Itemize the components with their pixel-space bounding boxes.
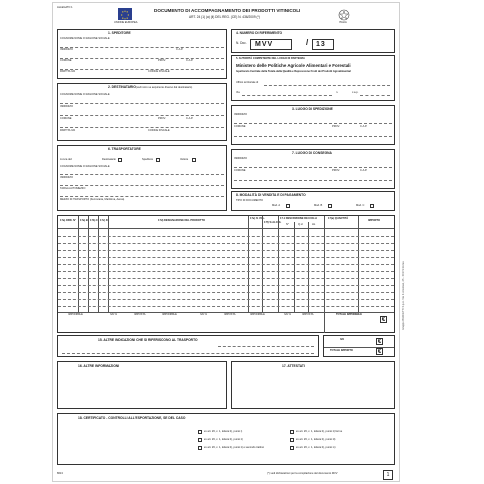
carrier-recipient-checkbox[interactable] [118,158,122,162]
delivery-city-label: COMUNE [234,169,246,172]
shipping-prov-label: PROV. [332,125,340,128]
delivery-cap-label: C.A.P. [360,169,368,172]
cert-option: ex art. 26, c. 1, lettera b), punto ii) e secondo trattino [204,446,265,449]
authority-dept: Ispettorato Centrale della Tutela della Qualità e Repressione Frodi dei Prodotti Agroalimentari [236,70,352,73]
euro-icon: € [377,349,382,355]
section-export-certificate [57,413,395,465]
section-reference [231,29,395,53]
carrier-option-sender: Speditore [142,158,154,161]
eu-label: UNIONE EUROPEA [114,21,138,24]
side-print-text: Gruppo BUFFETTI S.p.A. Via F. Antolisei, 25 - 00173 Roma [402,261,405,330]
table-row[interactable] [58,271,394,272]
reference-title: 4. NUMERO DI RIFERIMENTO [236,31,283,35]
table-row[interactable] [58,243,394,244]
carrier-plate-field[interactable] [60,196,224,197]
cert-checkbox[interactable] [198,446,202,450]
col-header-d: 17c) D [100,219,108,222]
footer-taxable-2: IMPONIBILE [162,313,177,316]
office-label: Ufficio territoriale di [236,81,259,84]
shipping-city-field[interactable] [234,136,392,137]
sender-city-label: COMUNE [60,59,72,62]
section-transport-notes [57,335,319,357]
recipient-cap-label: C.A.P. [186,117,194,120]
recipient-cf-label: CODICE FISCALE [148,129,170,132]
section-recipient [57,83,227,141]
euro-icon: € [377,339,382,345]
col-header-designation: 17d) DESIGNAZIONE DEL PRODOTTO [158,219,206,222]
recipient-address-label: INDIRIZZO [60,105,73,108]
recipient-city-label: COMUNE [60,117,72,120]
delivery-place-title: 7. LUOGO DI CONSEGNA [292,151,332,155]
footer-vat-1: IVA % [110,313,117,316]
section-certificates [231,361,395,409]
footer-taxable-1: IMPONIBILE [68,313,83,316]
transport-notes-field-2[interactable] [62,353,314,354]
table-row[interactable] [58,278,394,279]
other-info-title: 16. ALTRE INFORMAZIONI [78,364,120,368]
cert-option: ex art. 26, c. 1, lettera b), punto iv) [296,446,336,449]
sender-name-field[interactable] [60,47,224,48]
transport-notes-field[interactable] [218,346,314,347]
reference-slash: / [306,38,309,47]
section-payment [231,191,395,211]
reference-year: 13 [316,41,326,48]
totals-box [323,335,395,357]
totals-divider [324,347,394,348]
certificates-title: 17. ATTESTATI [282,364,305,368]
transport-notes-title: 15. ALTRE INDICAZIONI CHE SI RIFERISCONO AL TRASPORTO [98,338,198,342]
table-row[interactable] [58,257,394,258]
col-header-alcol: 17f) % ALCOL [264,221,282,224]
footer-vat-2: IVA % [200,313,207,316]
footer-tax-2: IMPOSTA [224,313,236,316]
document-title: DOCUMENTO DI ACCOMPAGNAMENTO DEI PRODOTTI VITINICOLI [154,8,301,13]
delivery-prov-label: PROV. [332,169,340,172]
carrier-means-label: MEZZO DI TRASPORTO (Ferroviaria, Marittima, Aerea) [60,198,125,201]
footer-tax-3: IMPOSTA [302,313,314,316]
col-header-vol: 17e) % VOL. [250,217,265,220]
footer-code: 8613 [57,472,63,475]
shipping-cap-label: C.A.P. [360,125,368,128]
delivery-city-field[interactable] [234,180,392,181]
cert-checkbox[interactable] [198,430,202,434]
recipient-name-label: COGNOME NOME O RAGIONE SOCIALE [60,93,110,96]
section-authority [231,55,395,101]
col-header-c: 17b) C [90,219,98,222]
carrier-address-field[interactable] [60,185,224,186]
italy-label: ITALIA [339,21,347,24]
recipient-city-field[interactable] [60,127,224,128]
table-row[interactable] [58,250,394,251]
section-carrier [57,145,227,211]
carrier-name-field[interactable] [60,174,224,175]
carrier-by-label: A cura del: [60,158,73,161]
authority-name: Ministero delle Politiche Agricole Alimentari e Forestali [236,63,351,68]
col-header-hl: HL [312,223,316,226]
shipping-address-field[interactable] [234,123,392,124]
col-header-quantity: 17(a) QUANTITÀ [328,217,349,220]
cert-checkbox[interactable] [290,430,294,434]
via-field[interactable] [242,95,332,96]
reference-series-box[interactable] [250,39,292,50]
total-taxable-label: TOTALE IMPONIBILE [336,313,362,316]
delivery-address-field[interactable] [234,167,392,168]
col-divider [324,312,325,333]
col-header-ql: Q.LI [298,223,303,226]
col-header-amount: IMPORTO [368,219,381,222]
sender-address-field[interactable] [60,58,224,59]
italy-emblem-icon [338,8,350,20]
sender-title: 1. SPEDITORE [108,31,131,35]
recipient-name-field[interactable] [60,103,224,104]
section-delivery-place [231,149,395,189]
reference-prefix: N. Doc. [236,41,247,45]
carrier-option-vector: Vettore [180,158,189,161]
sender-address-label: INDIRIZZO [60,48,73,51]
cap-field[interactable] [360,95,390,96]
footer-tax-1: IMPOSTA [134,313,146,316]
section-other-info [57,361,227,409]
payment-title: 8. MODALITÀ DI VENDITA E DI PAGAMENTO [236,193,306,197]
payment-mod-c-checkbox[interactable] [370,204,374,208]
section-sender [57,29,227,79]
recipient-title: 2. DESTINATARIO [108,85,136,89]
footer-taxable-3: IMPONIBILE [250,313,265,316]
sender-cap-label: C.A.P. [176,48,184,51]
payment-mod-b: Mod. B [314,204,323,207]
cert-option: ex art. 26, c. 1, lettera b), punto i) [204,430,243,433]
product-table [57,215,395,333]
document-subtitle: ART. 24 (1) (a) (ii) DEL REG. (CE) N. 436/2009 (*) [189,15,260,19]
table-row[interactable] [58,264,394,265]
euro-icon: € [381,317,386,323]
sender-cap2-label: C.A.P. [186,59,194,62]
authority-title: 5. AUTORITÀ COMPETENTE DEL LUOGO DI PARTENZA [236,57,305,60]
delivery-address-label: INDIRIZZO [234,157,247,160]
reference-year-box[interactable] [312,39,334,50]
recipient-vat-label: PARTITA IVA [60,129,76,132]
carrier-sender-checkbox[interactable] [156,158,160,162]
payment-mod-c: Mod. C [356,204,365,207]
carrier-title: 6. TRASPORTATORE [108,147,141,151]
col-header-b: 17a) B [80,219,88,222]
col-header-ord: 17a) ORD. N° [60,219,77,222]
recipient-note: (vedi retro se acquirente diverso dal destinatario) [136,86,193,89]
carrier-name-label: COGNOME NOME O RAGIONE SOCIALE [60,165,110,168]
document-page [52,2,400,482]
recipient-address-field[interactable] [60,115,224,116]
table-row[interactable] [58,306,394,307]
office-field[interactable] [264,85,390,86]
cert-option: ex art. 26, c. 1, lettera b), punto iii) [296,438,336,441]
payment-mod-a: Mod. A [272,204,281,207]
cert-option: ex art. 26, c. 1, lettera b), punto ii) [204,438,243,441]
eu-flag-icon [118,8,132,20]
footer-vat-3: IVA % [284,313,291,316]
shipping-city-label: COMUNE [234,125,246,128]
payment-mod-b-checkbox[interactable] [328,204,332,208]
sender-cf-label: CODICE FISCALE [148,70,170,73]
reference-series: MVV [255,41,274,48]
cert-checkbox[interactable] [290,438,294,442]
form-code: ALLEGATO 1 [57,6,73,9]
cert-checkbox[interactable] [198,438,202,442]
col-header-packages: 17.1 DESCRIZIONE DEI COLLI [280,217,318,220]
table-row[interactable] [58,236,394,237]
sender-prov-label: PROV. [158,59,166,62]
cert-option: ex art. 26, c. 1, lettera b), punto ii) ferme [296,430,343,433]
footer-note: (*) vedi dichiarazioni per la compilazione del documento MVV [267,472,338,475]
section-shipping-place [231,105,395,145]
payment-doc-type-label: TIPO DI DOCUMENTO [236,199,264,202]
via-label: Via [236,91,240,94]
grand-total-label: TOTALE IMPORTO [330,349,353,352]
vat-total-label: IVA [340,338,345,341]
shipping-address-label: INDIRIZZO [234,113,247,116]
carrier-plate-label: TARGA AUTOMEZZO [60,187,86,190]
cap-short-label: c.a.p. [352,91,359,94]
recipient-prov-label: PROV. [158,117,166,120]
carrier-option-recipient: Destinatario [102,158,116,161]
n-label: n. [336,91,339,94]
cert-checkbox[interactable] [290,446,294,450]
col-header-n: N° [286,223,289,226]
page-number: 1 [383,470,393,480]
carrier-vector-checkbox[interactable] [192,158,196,162]
table-row[interactable] [58,299,394,300]
table-row[interactable] [58,292,394,293]
sender-city-field[interactable] [60,69,224,70]
sender-name-label: COGNOME NOME O RAGIONE SOCIALE [60,37,110,40]
export-certificate-title: 18. CERTIFICATO - CONTROLLI ALL'ESPORTAZIONE, SE DEL CASO [78,416,186,420]
payment-mod-a-checkbox[interactable] [286,204,290,208]
table-row[interactable] [58,285,394,286]
sender-vat-label: PARTITA IVA [60,70,76,73]
carrier-address-label: INDIRIZZO [60,176,73,179]
shipping-place-title: 3. LUOGO DI SPEDIZIONE [292,107,333,111]
